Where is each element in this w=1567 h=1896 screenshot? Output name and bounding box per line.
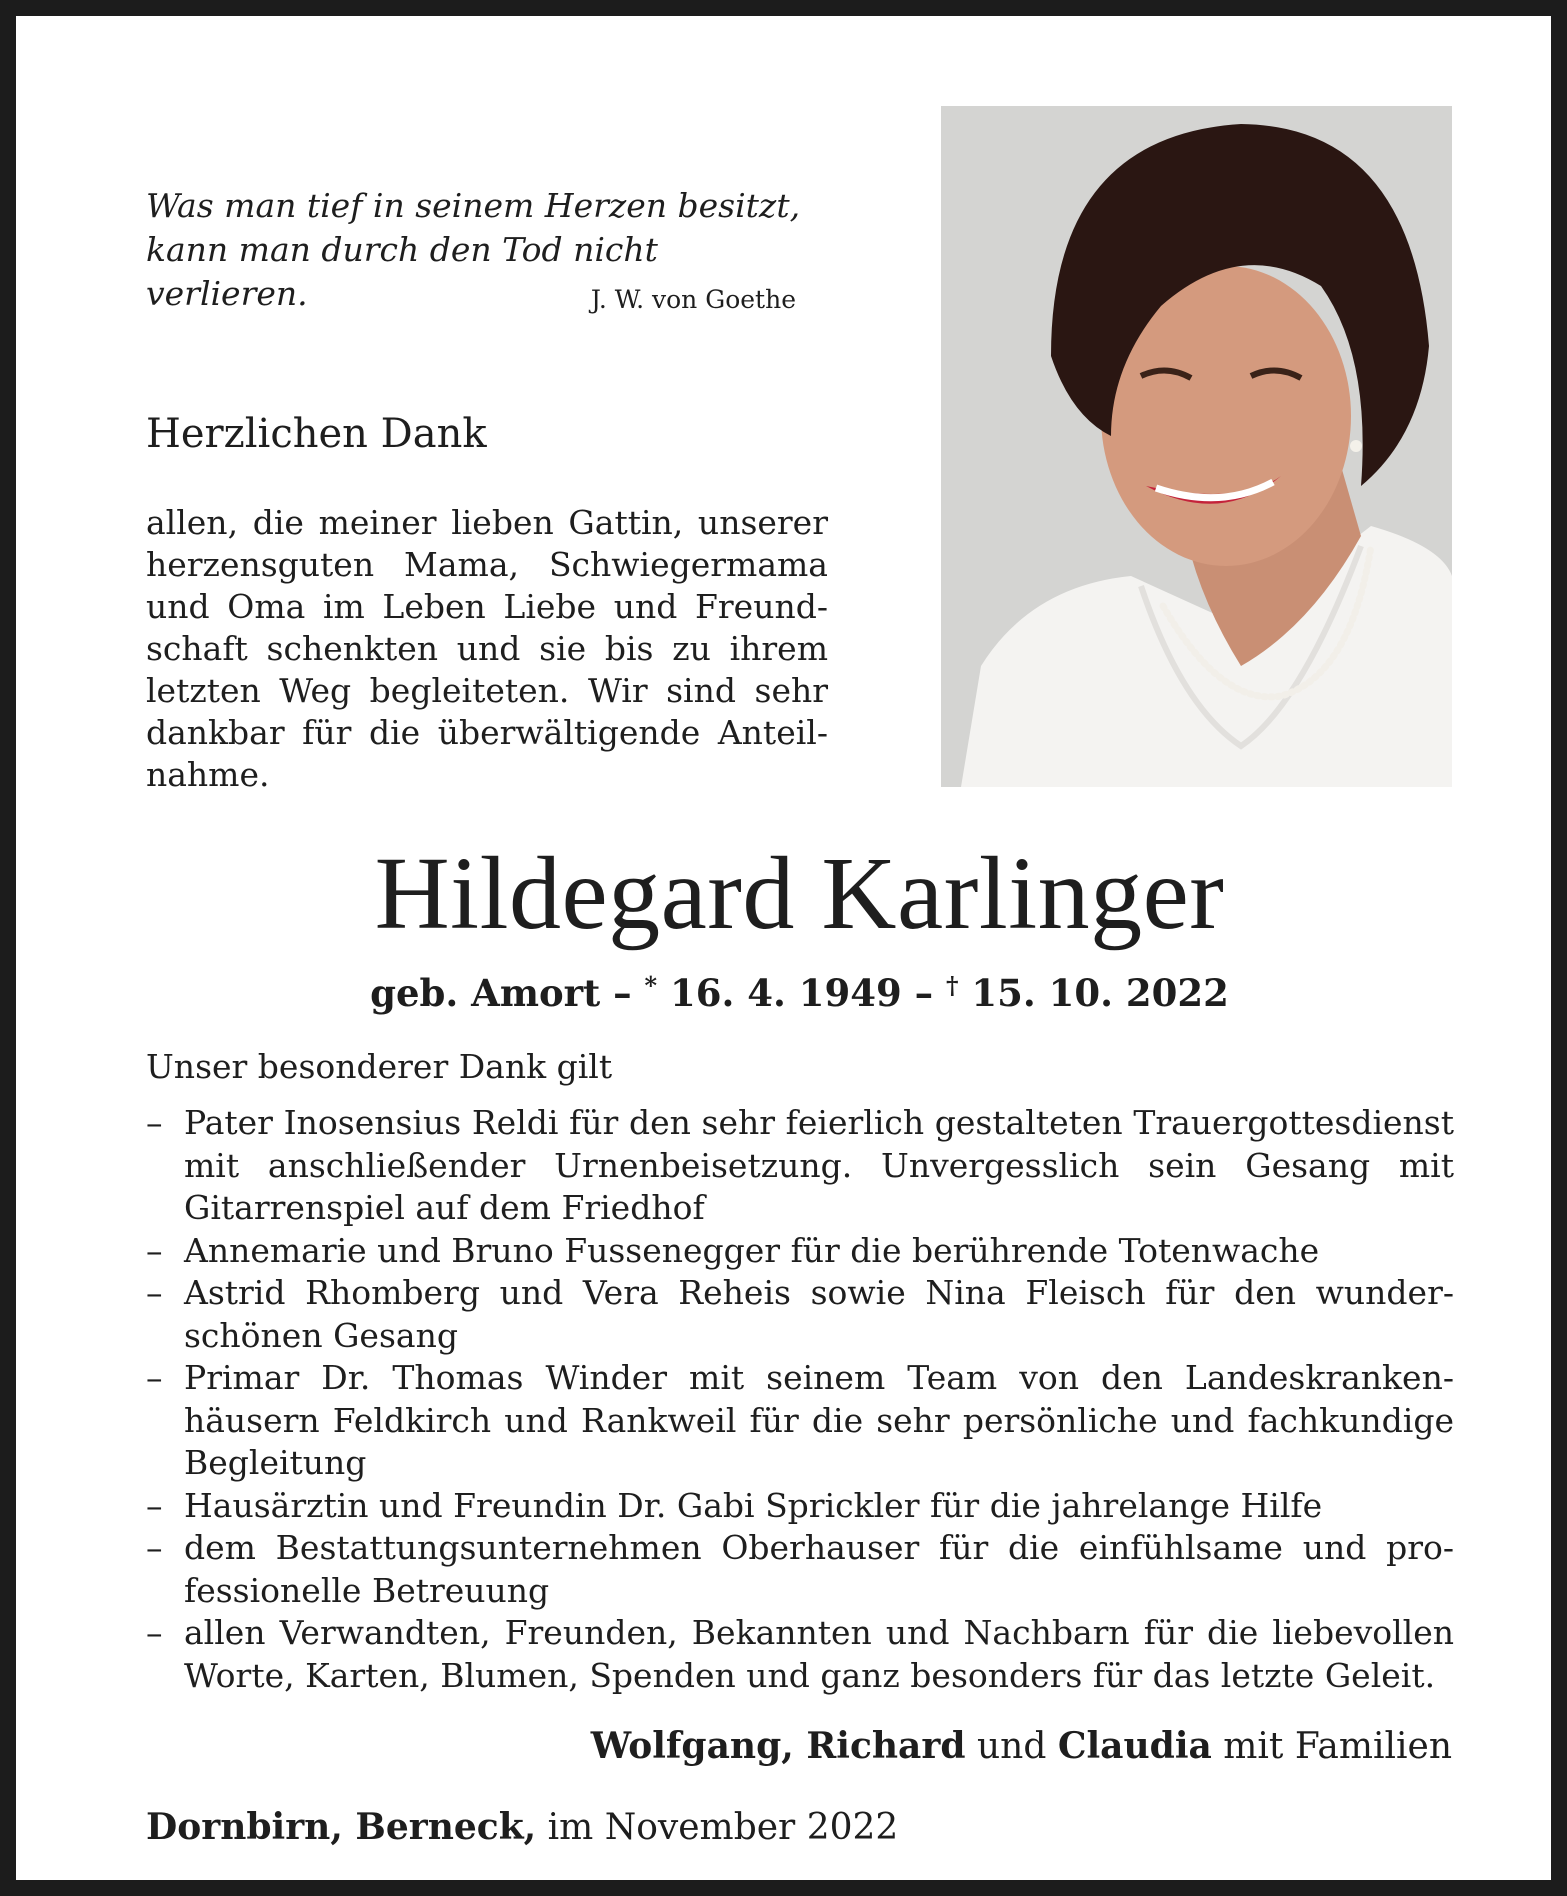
list-dash: – xyxy=(146,1273,163,1312)
list-item-text: Annemarie und Bruno Fussenegger für die berührende Totenwache xyxy=(184,1230,1320,1270)
intro-body: allen, die meiner lieben Gattin, unserer herzensguten Mama, Schwiegermama und Oma im Leben Liebe und Freundschaft schenkten und sie bis zu ihrem letzten Weg begleiteten. Wir sind sehr dankbar für die überwältigende Anteilnahme. xyxy=(146,503,828,794)
list-dash: – xyxy=(146,1485,163,1525)
list-item xyxy=(146,1272,1454,1357)
signature-und: und xyxy=(965,1726,1058,1767)
list-dash: – xyxy=(146,1613,163,1652)
portrait-illustration xyxy=(941,106,1452,787)
signature-name: Wolfgang xyxy=(590,1725,782,1767)
portrait-photo xyxy=(941,106,1452,787)
location-month: im November 2022 xyxy=(536,1807,899,1848)
list-item-text: allen Verwandten, Freunden, Bekannten und Nachbarn für die liebevollen Worte, Karten, Blumen, Spenden und ganz besonders für das letzte Geleit. xyxy=(184,1613,1454,1695)
quote-author: J. W. von Goethe xyxy=(590,285,796,314)
intro-heading: Herzlichen Dank xyxy=(146,411,487,457)
quote-line-1: Was man tief in seinem Herzen besitzt, xyxy=(146,186,801,225)
list-item-text: Hausärztin und Freundin Dr. Gabi Sprickler für die jahrelange Hilfe xyxy=(184,1485,1323,1525)
list-item-text: dem Bestattungsunternehmen Oberhauser für die einfühlsame und professionelle Betreuung xyxy=(184,1528,1454,1610)
list-item xyxy=(146,1612,1454,1697)
list-item-text: Astrid Rhomberg und Vera Reheis sowie Nina Fleisch für den wunderschönen Gesang xyxy=(184,1273,1454,1355)
list-item-text: Primar Dr. Thomas Winder mit seinem Team von den Landeskrankenhäusern Feldkirch und Rankweil für die sehr persönliche und fachkundige Begleitung xyxy=(184,1358,1454,1482)
list-dash: – xyxy=(146,1528,163,1567)
life-dates xyxy=(32,964,1567,1015)
maiden-name: geb. Amort xyxy=(370,971,601,1015)
deceased-name: Hildegard Karlinger xyxy=(374,836,1225,951)
quote-line-2: kann man durch den Tod nicht verlieren. xyxy=(146,230,658,313)
signature-comma: , xyxy=(781,1725,807,1767)
birth-date: 16. 4. 1949 xyxy=(657,971,902,1015)
location-places: Dornbirn, Berneck, xyxy=(146,1806,537,1848)
signature xyxy=(146,1724,1452,1769)
death-symbol: † xyxy=(945,971,959,1000)
thanks-intro: Unser besonderer Dank gilt xyxy=(146,1047,613,1086)
list-dash: – xyxy=(146,1103,163,1142)
dates-separator: – xyxy=(901,971,946,1015)
list-dash: – xyxy=(146,1358,163,1397)
thanks-list xyxy=(146,1102,1454,1697)
list-item xyxy=(146,1357,1454,1485)
list-dash: – xyxy=(146,1230,163,1270)
list-item xyxy=(146,1102,1454,1230)
location-date xyxy=(146,1805,898,1850)
death-date: 15. 10. 2022 xyxy=(958,971,1229,1015)
signature-suffix: mit Familien xyxy=(1211,1726,1452,1767)
list-item-text: Pater Inosensius Reldi für den sehr feierlich gestalteten Trauergottesdienst mit anschließender Urnenbeisetzung. Unvergesslich sein Gesang mit Gitarrenspiel auf dem Friedhof xyxy=(184,1103,1454,1227)
signature-name: Claudia xyxy=(1057,1725,1212,1767)
birth-symbol: * xyxy=(644,971,658,1000)
list-item xyxy=(146,1230,1454,1273)
list-item xyxy=(146,1485,1454,1528)
list-item xyxy=(146,1527,1454,1612)
signature-name: Richard xyxy=(806,1725,966,1767)
dates-separator: – xyxy=(600,971,645,1015)
